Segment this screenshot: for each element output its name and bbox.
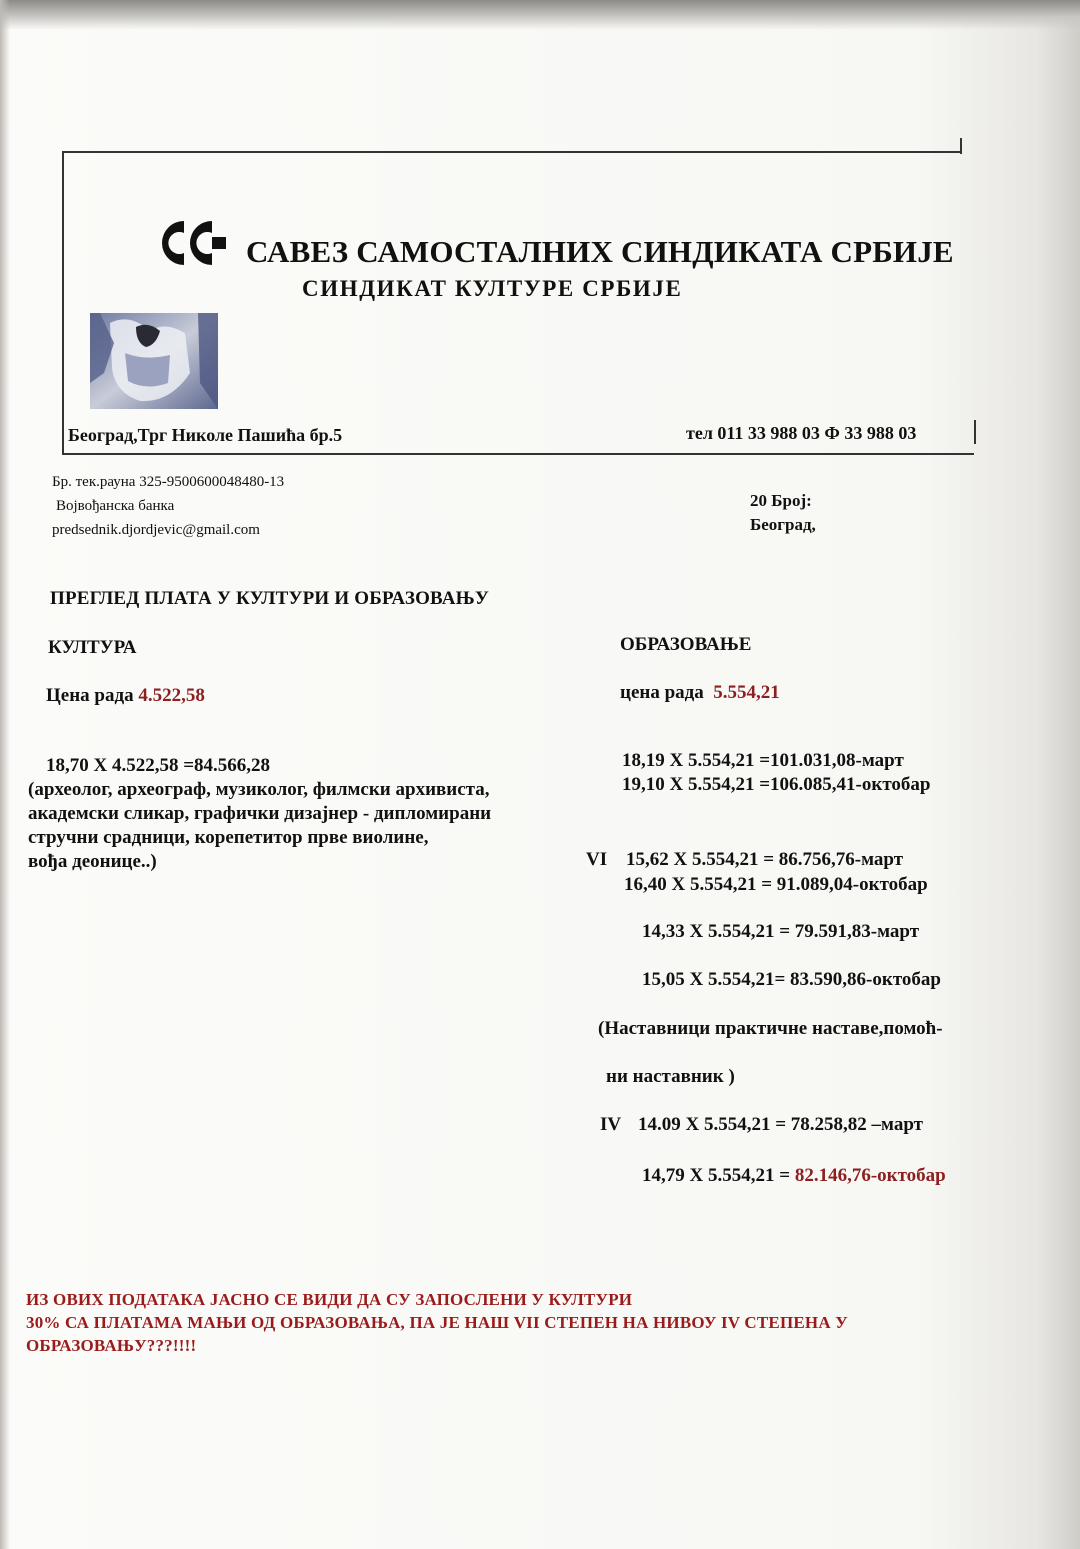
email-address: predsednik.djordjevic@gmail.com: [52, 522, 260, 538]
culture-title: КУЛТУРА: [48, 637, 137, 658]
conclusion-line: ИЗ ОВИХ ПОДАТАКА ЈАСНО СЕ ВИДИ ДА СУ ЗАПОСЛЕНИ У КУЛТУРИ: [26, 1290, 633, 1309]
letterhead-frame-top: [62, 151, 962, 153]
grade-label-iv: IV: [600, 1114, 622, 1135]
education-price: [620, 682, 780, 704]
grade-label-vi: VI: [586, 849, 608, 870]
education-line: 16,40 Х 5.554,21 = 91.089,04-октобар: [624, 874, 928, 895]
education-line: 19,10 Х 5.554,21 =106.085,41-октобар: [622, 774, 931, 795]
education-line: 15,05 Х 5.554,21= 83.590,86-октобар: [642, 969, 941, 990]
phone-fax: тел 011 33 988 03 Ф 33 988 03: [686, 423, 917, 443]
culture-note-line: стручни срадници, корепетитор прве виолине,: [28, 827, 429, 848]
conclusion-line: 30% СА ПЛАТАМА МАЊИ ОД ОБРАЗОВАЊА, ПА ЈЕ НАШ VII СТЕПЕН НА НИВОУ IV СТЕПЕНА У: [26, 1313, 848, 1332]
education-line-final: [642, 1165, 946, 1187]
education-note-line: (Наставници практичне наставе,помоћ-: [598, 1018, 943, 1039]
document-heading: ПРЕГЛЕД ПЛАТА У КУЛТУРИ И ОБРАЗОВАЊУ: [50, 588, 490, 609]
reference-number: 20 Број:: [750, 491, 812, 510]
culture-note-line: (археолог, археограф, музиколог, филмски архивиста,: [28, 779, 490, 800]
education-line: 14,33 Х 5.554,21 = 79.591,83-март: [642, 921, 920, 942]
page-left-shadow: [0, 0, 10, 1549]
culture-price: [46, 685, 205, 707]
address: Београд,Трг Николе Пашића бр.5: [68, 425, 343, 445]
letterhead-frame-left: [62, 175, 64, 455]
education-line: 14.09 Х 5.554,21 = 78.258,82 –март: [638, 1114, 924, 1135]
education-price-value: 5.554,21: [713, 682, 780, 703]
education-line: 18,19 Х 5.554,21 =101.031,08-март: [622, 750, 904, 771]
letterhead-frame-corner: [974, 420, 976, 444]
letterhead-photo: [90, 313, 218, 409]
culture-note-line: вођа деонице..): [28, 851, 157, 872]
letterhead-frame-bottom: [62, 453, 974, 455]
education-line: 15,62 Х 5.554,21 = 86.756,76-март: [626, 849, 904, 870]
union-logo-icon: [146, 213, 226, 273]
education-line-final-value: 82.146,76-октобар: [794, 1165, 946, 1186]
union-subtitle: СИНДИКАТ КУЛТУРЕ СРБИЈЕ: [302, 276, 683, 301]
culture-calculation: 18,70 Х 4.522,58 =84.566,28: [46, 755, 271, 776]
culture-price-value: 4.522,58: [138, 685, 205, 706]
letterhead-frame-corner: [62, 151, 64, 175]
education-line-final-prefix: 14,79 Х 5.554,21 =: [642, 1165, 795, 1186]
culture-price-label: Цена рада: [46, 685, 134, 706]
education-title: ОБРАЗОВАЊЕ: [620, 634, 752, 655]
reference-city: Београд,: [750, 515, 816, 534]
union-title: САВЕЗ САМОСТАЛНИХ СИНДИКАТА СРБИЈЕ: [246, 234, 954, 269]
education-note-line: ни наставник ): [606, 1066, 735, 1087]
bank-name: Војвођанска банка: [56, 498, 175, 514]
letterhead-frame-corner: [960, 138, 962, 154]
bank-account: Бр. тек.рауна 325-9500600048480-13: [52, 474, 285, 490]
conclusion-line: ОБРАЗОВАЊУ???!!!!: [26, 1336, 197, 1355]
page-top-shadow: [0, 0, 1080, 30]
education-price-label: цена рада: [620, 682, 704, 703]
culture-note-line: академски сликар, графички дизајнер - дипломирани: [28, 803, 492, 824]
